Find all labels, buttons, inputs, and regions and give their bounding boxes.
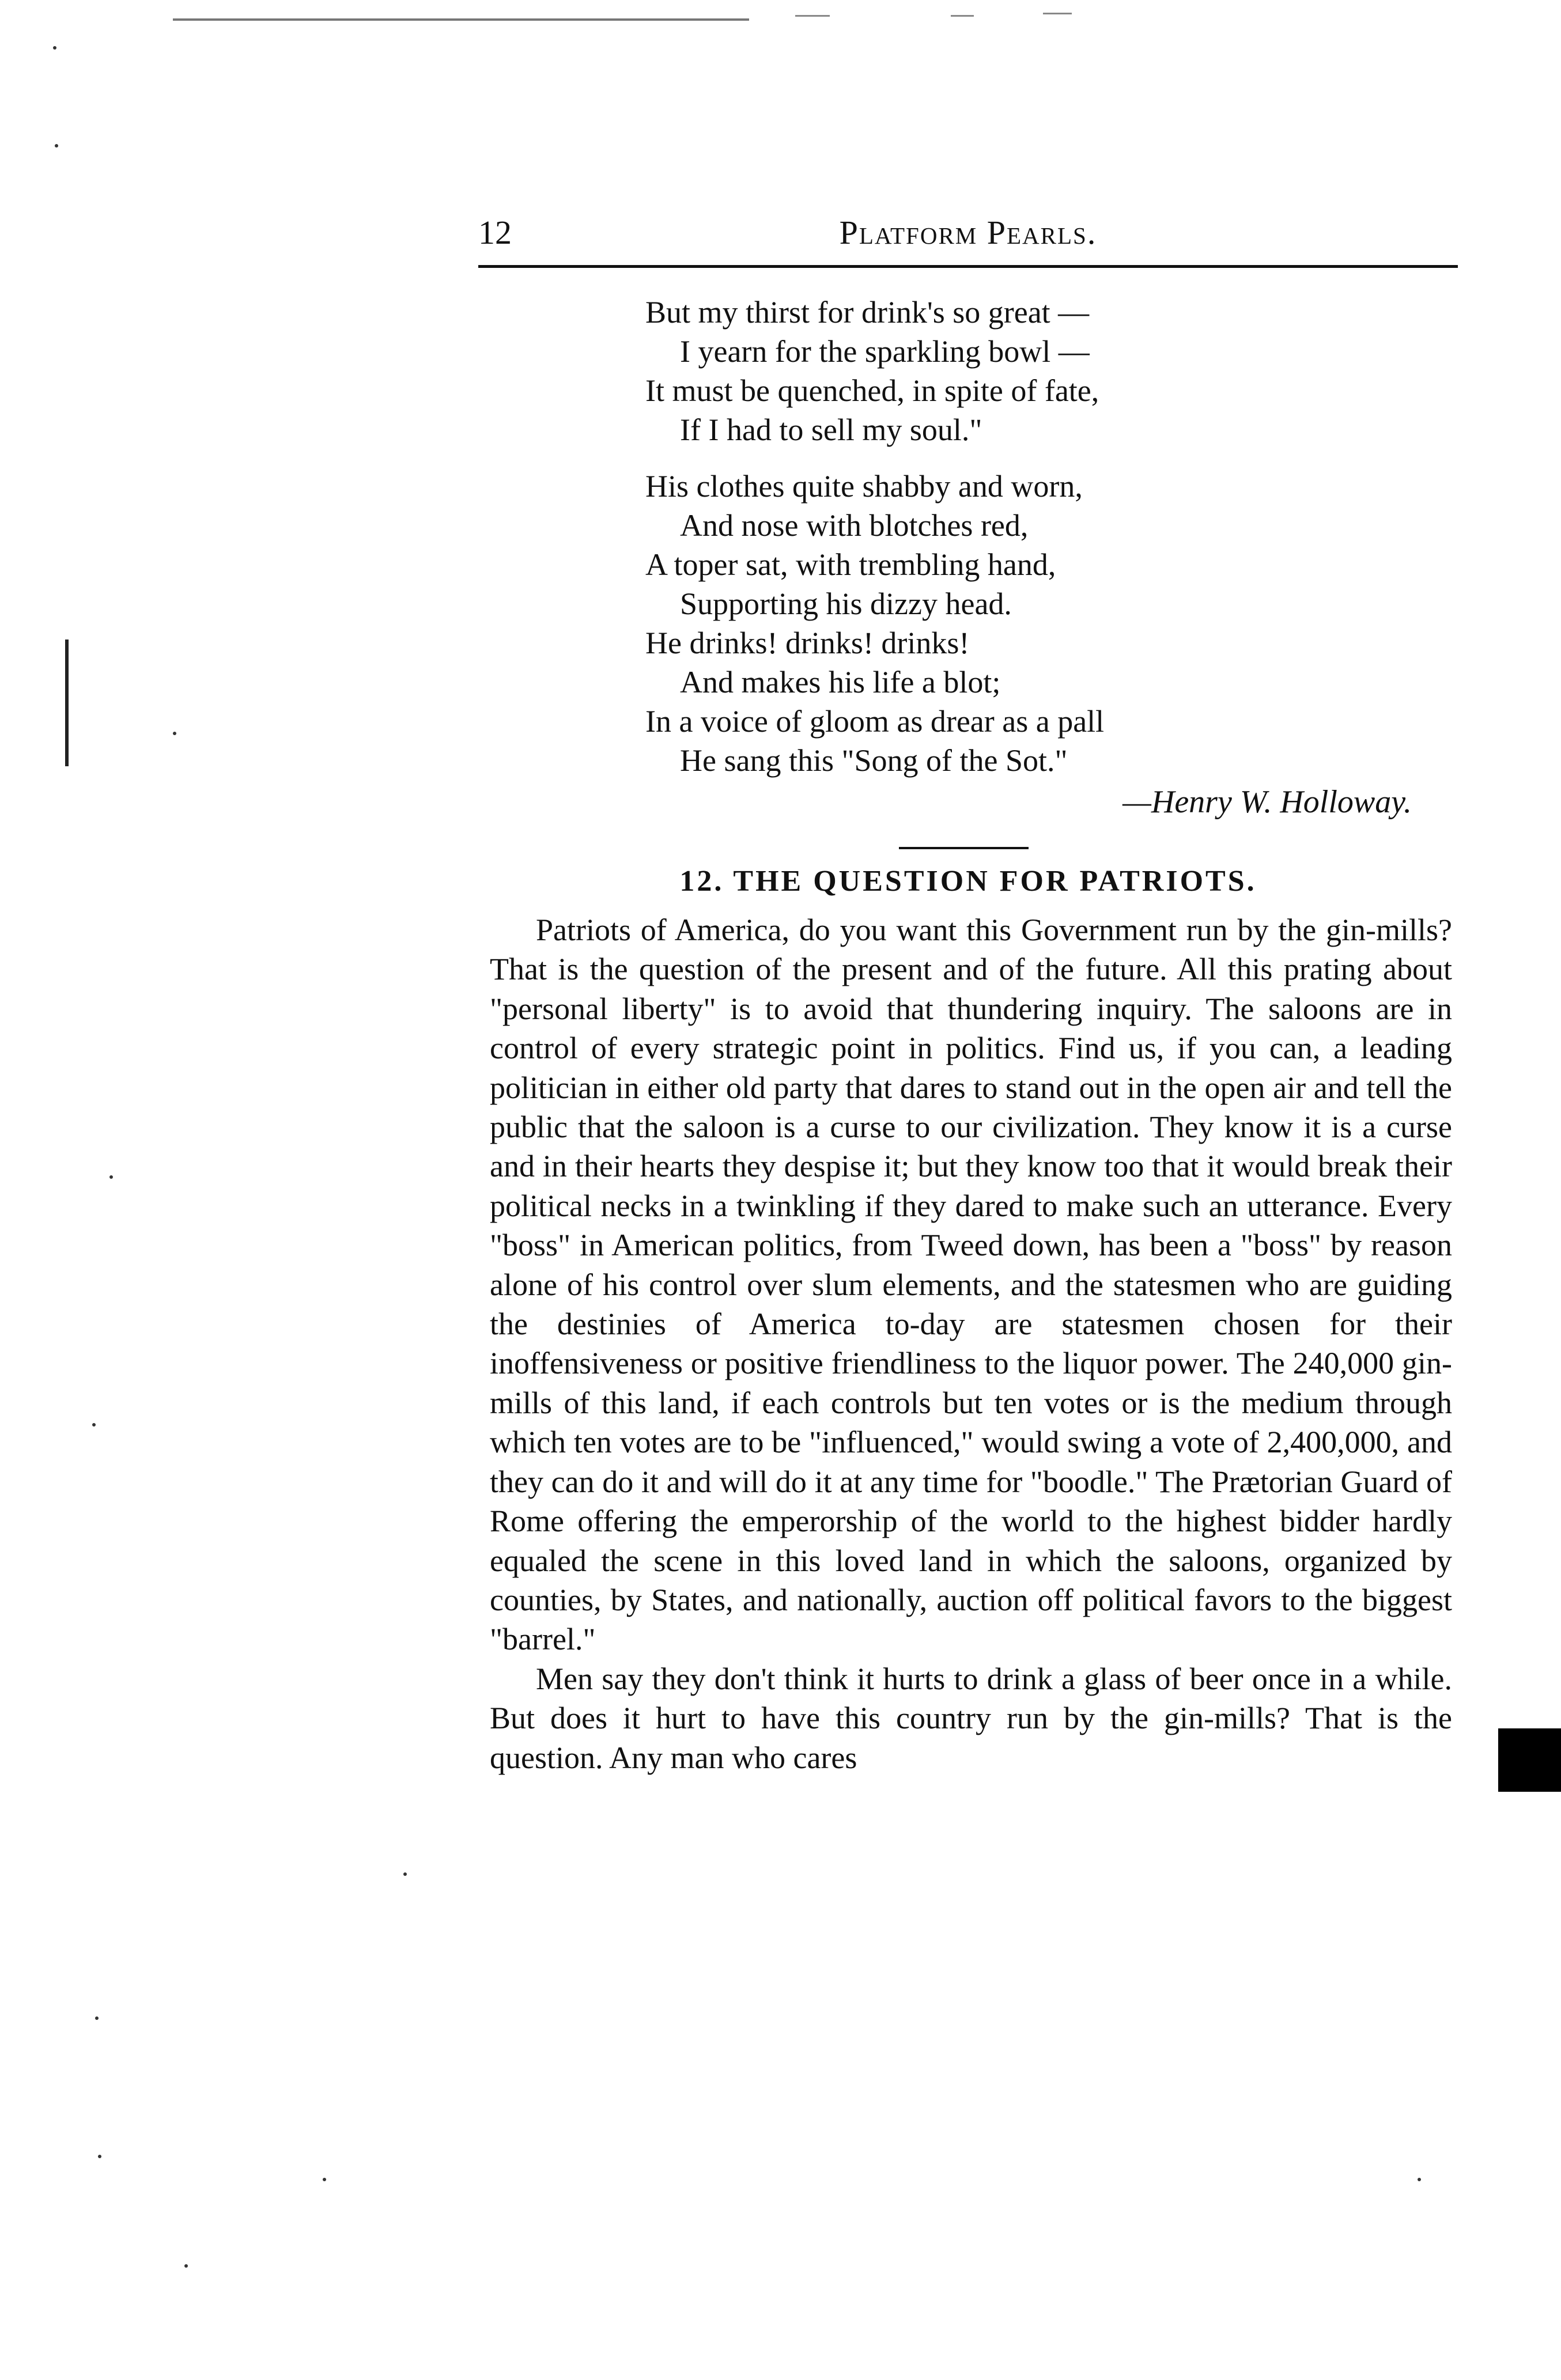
paragraph: Patriots of America, do you want this Government run by the gin-mills? That is the question of the present and of the future. All this prating about "personal liberty" is to avoid that thundering inquiry. The saloons are in control of every strategic point in politics. Find us, if you can, a leading politician in either old party that dares to stand out in the open air and tell the public that the saloon is a curse to our civilization. They know it is a curse and in their hearts they despise it; but they know too that it would break their political necks in a twinkling if they dared to make such an utterance. Every "boss" in American politics, from Tweed down, has been a "boss" by reason alone of his control over slum elements, and the statesmen who are guiding the destinies of America to-day are statesmen chosen for their inoffensiveness or positive friendliness to the liquor power. The 240,000 gin-mills of this land, if each controls but ten votes or is the medium through which ten votes are to be "influenced," would swing a vote of 2,400,000, and they can do it and will do it at any time for "boodle." The Prætorian Guard of Rome offering the emperorship of the world to the highest bidder hardly equaled the scene in this loved land in which the saloons, organized by counties, by States, and nationally, auction off political favors to the biggest "barrel." xyxy=(490,913,1452,1657)
scan-artifact-line xyxy=(951,15,974,17)
scan-artifact-line xyxy=(795,15,830,17)
page-number: 12 xyxy=(478,214,512,251)
scan-artifact-line xyxy=(173,18,749,21)
page-header xyxy=(478,207,1458,271)
poem-line: And makes his life a blot; xyxy=(680,665,1001,699)
poem-line: In a voice of gloom as drear as a pall xyxy=(645,704,1105,739)
margin-dot xyxy=(95,2016,99,2020)
running-head: Platform Pearls. xyxy=(839,214,1097,251)
section-divider xyxy=(899,847,1029,849)
margin-dot xyxy=(55,144,58,147)
header-rule xyxy=(478,265,1458,268)
poem-line: If I had to sell my soul." xyxy=(680,413,982,447)
section-body xyxy=(490,910,1452,1777)
stanza-gap xyxy=(645,449,1452,467)
margin-dot xyxy=(323,2178,326,2181)
poem-line: And nose with blotches red, xyxy=(680,508,1029,543)
section-heading: 12. THE QUESTION FOR PATRIOTS. xyxy=(679,865,1257,898)
margin-dot xyxy=(92,1423,96,1427)
margin-dot xyxy=(53,46,56,50)
poem-line: Supporting his dizzy head. xyxy=(680,587,1012,621)
paragraph: Men say they don't think it hurts to drink a glass of beer once in a while. But does it hurt to have this country run by the gin-mills? That is the question. Any man who cares xyxy=(490,1661,1452,1775)
scan-edge-block xyxy=(1498,1728,1561,1792)
poem-line: But my thirst for drink's so great — xyxy=(645,295,1090,330)
poem-line: A toper sat, with trembling hand, xyxy=(645,547,1056,582)
scan-artifact-line xyxy=(1043,13,1072,14)
poem xyxy=(645,293,1452,780)
margin-dot xyxy=(184,2264,188,2268)
poem-line: He drinks! drinks! drinks! xyxy=(645,626,970,660)
poem-line: I yearn for the sparkling bowl — xyxy=(680,334,1090,369)
margin-mark xyxy=(65,640,69,766)
margin-dot xyxy=(173,732,176,735)
margin-dot xyxy=(98,2155,101,2158)
margin-dot xyxy=(1418,2178,1421,2181)
poem-attribution: —Henry W. Holloway. xyxy=(1122,784,1412,820)
margin-dot xyxy=(403,1872,407,1876)
poem-line: It must be quenched, in spite of fate, xyxy=(645,373,1099,408)
poem-line: He sang this "Song of the Sot." xyxy=(680,743,1068,778)
margin-dot xyxy=(109,1175,113,1179)
poem-line: His clothes quite shabby and worn, xyxy=(645,469,1083,504)
